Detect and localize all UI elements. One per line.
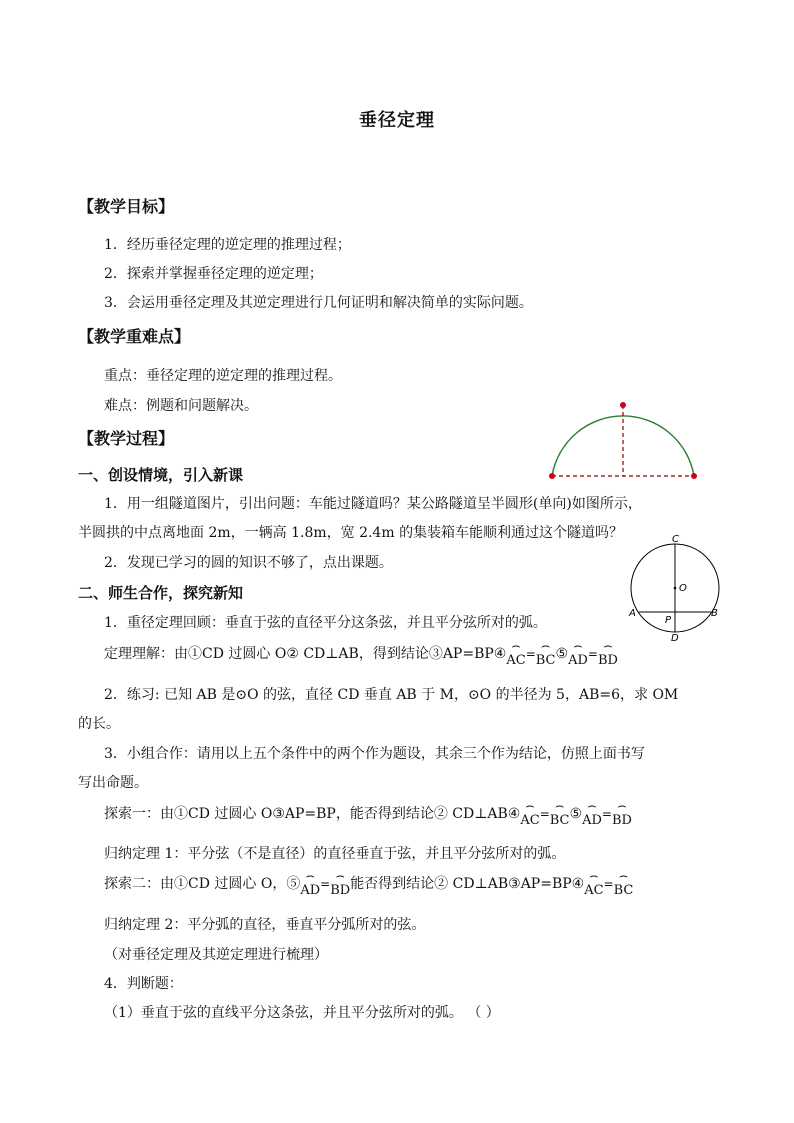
arc-bc: ⌢ BC	[550, 813, 570, 828]
label-a: A	[629, 608, 636, 619]
arc-bd: ⌢ BD	[612, 813, 632, 828]
arc-bc: ⌢ BC	[614, 883, 634, 898]
label-o: O	[679, 583, 687, 594]
part1-p1-line1: 1．用一组隧道图片，引出问题：车能过隧道吗？某公路隧道呈半圆形(单向)如图所示，	[104, 496, 642, 512]
label-p: P	[665, 615, 672, 626]
goals-header: 【教学目标】	[78, 197, 175, 216]
arc-ad: ⌢ AD	[568, 653, 588, 668]
arc-bd: ⌢ BD	[330, 883, 350, 898]
theorem-2: 归纳定理 2：平分弧的直径，垂直平分弧所对的弦。	[104, 917, 426, 933]
explore-one: 探索一：由①CD 过圆心 O③AP=BP，能否得到结论② CD⊥AB④⌢ AC=⌢ BC⑤⌢ AD=⌢ BD	[104, 803, 632, 823]
arc-ac: ⌢ AC	[506, 653, 525, 668]
arc-ac: ⌢ AC	[584, 883, 603, 898]
arc-bc: ⌢ BC	[536, 653, 556, 668]
goal-2: 2．探索并掌握垂径定理的逆定理；	[104, 266, 323, 282]
arc-ad: ⌢ AD	[300, 883, 320, 898]
key-focus: 重点：垂径定理的逆定理的推理过程。	[104, 368, 342, 384]
label-b: B	[711, 608, 718, 619]
tunnel-semicircle-figure	[545, 398, 703, 482]
goal-3: 3．会运用垂径定理及其逆定理进行几何证明和解决简单的实际问题。	[104, 295, 533, 311]
arc-ac: ⌢ AC	[520, 813, 539, 828]
goal-1: 1．经历垂径定理的逆定理的推理过程；	[104, 237, 351, 253]
process-header: 【教学过程】	[78, 429, 175, 448]
group-line2: 写出命题。	[78, 775, 148, 791]
right-point	[691, 473, 697, 479]
key-header: 【教学重难点】	[78, 327, 191, 346]
judge-item-1: （1）垂直于弦的直线平分这条弦，并且平分弦所对的弧。 （ ）	[104, 1005, 500, 1021]
semicircle-arc	[552, 416, 694, 476]
theorem-understanding: 定理理解：由①CD 过圆心 O② CD⊥AB，得到结论③AP=BP④⌢ AC=⌢ BC⑤⌢ AD=⌢ BD	[104, 643, 618, 663]
center-dot	[674, 587, 677, 590]
part1-p1-line2: 半圆拱的中点离地面 2m，一辆高 1.8m，宽 2.4m 的集装箱车能顺利通过这个隧道吗？	[78, 525, 624, 541]
label-c: C	[672, 534, 679, 545]
exercise-line1: 2．练习: 已知 AB 是⊙O 的弦，直径 CD 垂直 AB 于 M，⊙O 的半径为 5，AB=6，求 OM	[104, 687, 679, 703]
circle-chord-figure	[625, 530, 725, 644]
exercise-line2: 的长。	[78, 716, 120, 732]
part1-header: 一、创设情境，引入新课	[78, 466, 244, 484]
arc-bd: ⌢ BD	[598, 653, 618, 668]
theorem-1: 归纳定理 1：平分弦（不是直径）的直径垂直于弦，并且平分弦所对的弧。	[104, 846, 566, 862]
group-line1: 3．小组合作：请用以上五个条件中的两个作为题设，其余三个作为结论，仿照上面书写	[104, 746, 645, 762]
part1-p2: 2．发现已学习的圆的知识不够了，点出课题。	[104, 555, 393, 571]
page-title: 垂径定理	[359, 110, 435, 131]
judge-header: 4．判断题：	[104, 976, 183, 992]
label-d: D	[671, 633, 679, 644]
part2-p1: 1．重径定理回顾：垂直于弦的直径平分这条弦，并且平分弦所对的弧。	[104, 615, 547, 631]
explore-two: 探索二：由①CD 过圆心 O，⑤⌢ AD=⌢ BD能否得到结论② CD⊥AB③AP=BP④⌢ AC=⌢ BC	[104, 873, 633, 893]
part2-header: 二、师生合作，探究新知	[78, 584, 244, 602]
sort-note: （对垂径定理及其逆定理进行梳理）	[104, 947, 328, 963]
arc-ad: ⌢ AD	[582, 813, 602, 828]
left-point	[549, 473, 555, 479]
top-point	[620, 402, 626, 408]
key-difficulty: 难点：例题和问题解决。	[104, 398, 258, 414]
